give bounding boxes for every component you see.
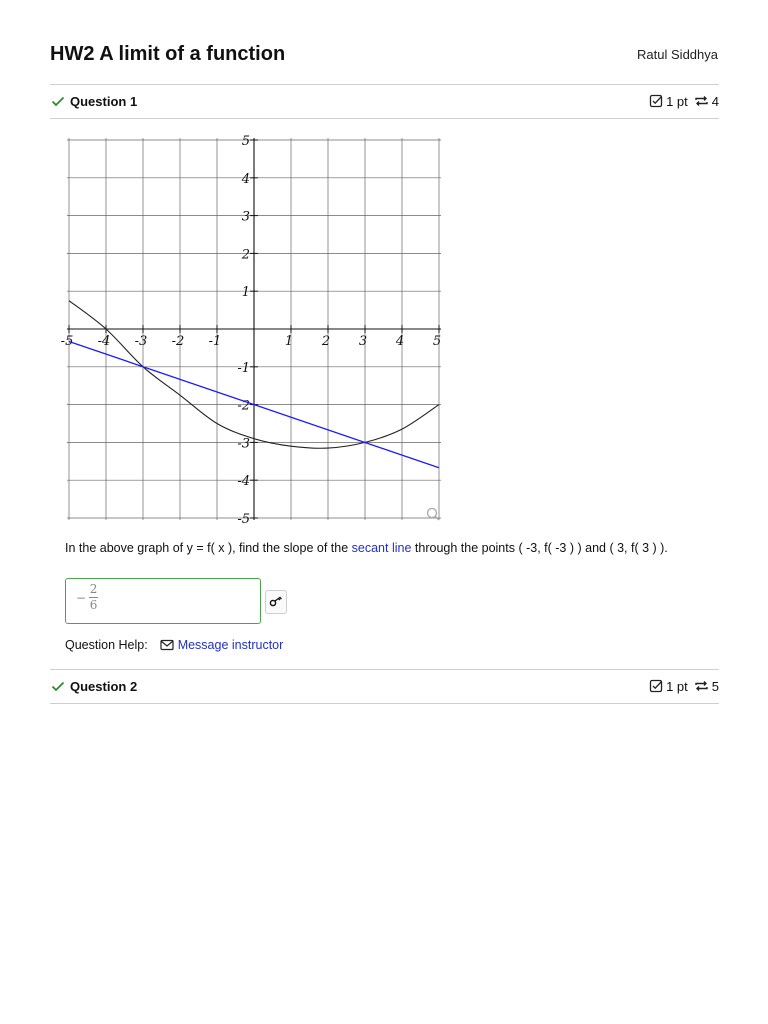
answer-sign: − — [76, 590, 87, 605]
answer-fraction — [76, 583, 98, 612]
message-instructor-link[interactable]: Message instructor — [177, 638, 284, 652]
fraction-denominator: 6 — [89, 598, 98, 612]
secant-line-link[interactable]: secant line — [351, 541, 412, 555]
x-tick-label: -2 — [171, 334, 185, 349]
x-tick-label: 2 — [321, 334, 331, 349]
checkbox-icon — [649, 94, 663, 108]
fraction-numerator: 2 — [89, 582, 98, 596]
question-2-title[interactable]: Question 2 — [70, 678, 138, 694]
prompt-text-before: In the above graph of y = f( x ), find the slope of the — [65, 541, 349, 555]
question-2-header[interactable] — [50, 676, 719, 696]
question-help — [65, 638, 283, 652]
y-tick-label: 4 — [241, 171, 250, 187]
fraction-stack — [89, 583, 98, 612]
x-tick-label: 1 — [284, 334, 294, 349]
retry-icon — [694, 94, 709, 108]
x-tick-label: 5 — [432, 334, 442, 349]
checkbox-icon — [649, 679, 663, 693]
divider — [50, 669, 719, 670]
x-tick-label: -4 — [97, 334, 111, 349]
question-1-title[interactable]: Question 1 — [70, 93, 138, 109]
question-2-points: 1 pt — [666, 678, 688, 694]
y-tick-label: -3 — [237, 436, 250, 452]
y-tick-label: -4 — [237, 474, 250, 490]
question-1-points: 1 pt — [666, 93, 688, 109]
x-tick-label: -3 — [134, 334, 148, 349]
question-1-meta — [649, 94, 719, 109]
y-tick-label: 2 — [241, 247, 250, 263]
graph-tick-labels — [61, 134, 441, 527]
question-2-meta — [649, 679, 719, 694]
x-tick-label: -1 — [208, 334, 222, 349]
y-tick-label: -1 — [237, 360, 250, 376]
help-label: Question Help: — [65, 638, 148, 652]
question-prompt — [65, 540, 715, 556]
prompt-text-after: through the points ( -3, f( -3 ) ) and ( 3, f( 3 ) ). — [414, 541, 668, 555]
page-title: HW2 A limit of a function — [50, 43, 286, 65]
x-tick-label: 4 — [395, 334, 405, 349]
y-tick-label: -5 — [237, 512, 250, 527]
divider — [50, 84, 719, 85]
divider — [50, 703, 719, 704]
question-2-attempts: 5 — [711, 678, 719, 694]
mail-icon — [160, 639, 174, 651]
question-1-attempts: 4 — [711, 93, 719, 109]
question-1-header[interactable] — [50, 91, 719, 111]
user-name[interactable]: Ratul Siddhya — [637, 47, 718, 62]
check-icon — [50, 678, 66, 694]
y-tick-label: 5 — [241, 134, 250, 149]
x-tick-label: 3 — [358, 334, 368, 349]
y-tick-label: 1 — [241, 285, 250, 301]
key-icon — [269, 596, 283, 608]
x-tick-label: -5 — [60, 334, 74, 349]
divider — [50, 118, 719, 119]
graph-axes — [67, 138, 441, 520]
y-tick-label: -2 — [237, 398, 250, 414]
retry-icon — [694, 679, 709, 693]
show-answer-button[interactable] — [265, 590, 287, 614]
answer-field[interactable] — [65, 578, 261, 624]
y-tick-label: 3 — [241, 209, 250, 225]
check-icon — [50, 93, 66, 109]
function-graph — [62, 130, 446, 528]
